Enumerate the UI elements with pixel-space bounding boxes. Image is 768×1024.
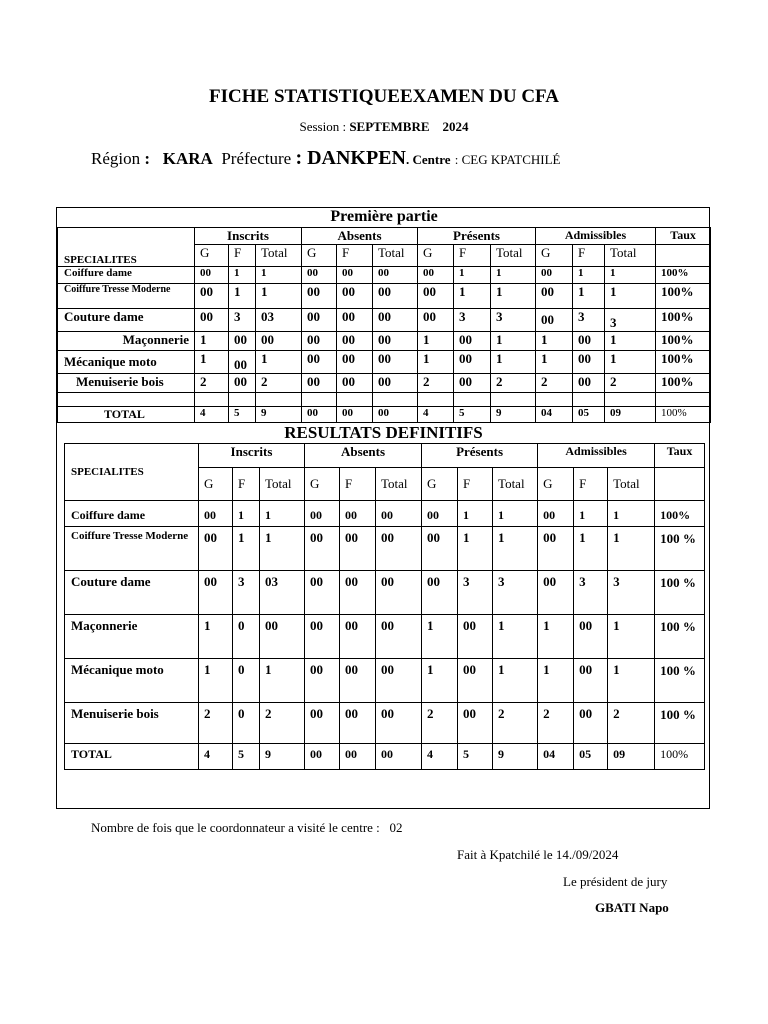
cell: 00: [305, 527, 340, 571]
session-label: Session :: [299, 119, 347, 134]
total-label-2: TOTAL: [65, 744, 199, 770]
cell: 00: [340, 703, 376, 744]
presents-g-header-2: G: [422, 468, 458, 501]
cell: 00: [195, 308, 229, 331]
cell: 0: [233, 659, 260, 703]
presents-f-header: F: [454, 244, 491, 266]
cell: 00: [340, 659, 376, 703]
cell: 2: [608, 703, 655, 744]
cell: 00: [305, 501, 340, 527]
table-row: [65, 571, 705, 615]
cell: 5: [233, 744, 260, 770]
admissibles-header-2: Admissibles: [538, 444, 655, 468]
cell: 00: [337, 373, 373, 392]
absents-header: Absents: [302, 227, 418, 244]
cell: 00: [302, 331, 337, 350]
cell: 1: [491, 266, 536, 283]
specialite-name: Mécanique moto: [58, 350, 195, 373]
specialite-name: Couture dame: [58, 308, 195, 331]
cell: 00: [305, 659, 340, 703]
cell: 1: [605, 331, 656, 350]
cell: 00: [574, 659, 608, 703]
cell: 00: [260, 615, 305, 659]
cell: 3: [574, 571, 608, 615]
cell: 00: [305, 571, 340, 615]
total-row: [65, 744, 705, 770]
cell: 00: [305, 744, 340, 770]
cell: 00: [195, 283, 229, 308]
prefecture-value: : DANKPEN: [295, 147, 406, 169]
cell: 00: [256, 331, 302, 350]
cell: 00: [573, 331, 605, 350]
cell: 1: [536, 331, 573, 350]
cell: 00: [536, 308, 573, 331]
cell: 00: [373, 266, 418, 283]
cell: 00: [305, 703, 340, 744]
cell: 2: [199, 703, 233, 744]
cell: 00: [574, 615, 608, 659]
cell: 03: [256, 308, 302, 331]
cell: 2: [605, 373, 656, 392]
cell: 1: [454, 266, 491, 283]
presents-f-header-2: F: [458, 468, 493, 501]
cell: 00: [302, 373, 337, 392]
cell: 00: [337, 266, 373, 283]
cell: 00: [573, 373, 605, 392]
cell: 2: [418, 373, 454, 392]
cell: 00: [536, 266, 573, 283]
centre-label: . Centre: [405, 152, 451, 167]
resultats-definitifs-title: RESULTATS DEFINITIFS: [284, 423, 483, 442]
cell: 1: [608, 615, 655, 659]
table-row: [58, 283, 711, 308]
admissibles-g-header: G: [536, 244, 573, 266]
absents-f-header: F: [337, 244, 373, 266]
cell: 3: [233, 571, 260, 615]
admissibles-total-header: Total: [605, 244, 656, 266]
cell: 1: [199, 659, 233, 703]
cell: 1: [256, 283, 302, 308]
cell: 2: [491, 373, 536, 392]
cell: 04: [538, 744, 574, 770]
cell: 05: [574, 744, 608, 770]
table-row: [65, 615, 705, 659]
cell: 00: [302, 406, 337, 422]
cell: 100 %: [655, 659, 705, 703]
cell: 00: [305, 615, 340, 659]
cell: 9: [491, 406, 536, 422]
absents-g-header: G: [302, 244, 337, 266]
cell: 1: [199, 615, 233, 659]
cell: 1: [493, 615, 538, 659]
cell: 00: [337, 331, 373, 350]
cell: 1: [195, 350, 229, 373]
inscrits-g-header-2: G: [199, 468, 233, 501]
president-name: GBATI Napo: [595, 900, 669, 915]
cell: 00: [195, 266, 229, 283]
cell: 00: [422, 527, 458, 571]
cell: 00: [373, 406, 418, 422]
cell: 100%: [656, 350, 711, 373]
cell: 1: [260, 527, 305, 571]
cell: 00: [376, 527, 422, 571]
cell: 1: [574, 501, 608, 527]
inscrits-header-2: Inscrits: [199, 444, 305, 468]
cell: 4: [418, 406, 454, 422]
cell: 00: [538, 527, 574, 571]
cell: 00: [418, 308, 454, 331]
cell: 1: [233, 501, 260, 527]
premiere-partie-table: [57, 208, 711, 423]
cell: 00: [229, 373, 256, 392]
cell: 00: [376, 615, 422, 659]
cell: 00: [302, 308, 337, 331]
specialites-header: SPECIALITES: [58, 227, 195, 266]
taux-sub-header: [656, 244, 711, 266]
cell: 00: [302, 350, 337, 373]
cell: 1: [422, 615, 458, 659]
cell: 1: [608, 659, 655, 703]
cell: 3: [454, 308, 491, 331]
cell: 00: [229, 350, 256, 373]
cell: 1: [418, 331, 454, 350]
premiere-partie-title: Première partie: [58, 208, 711, 227]
cell: 1: [256, 266, 302, 283]
region-value: KARA: [162, 149, 213, 168]
cell: 04: [536, 406, 573, 422]
cell: 00: [376, 659, 422, 703]
cell: 1: [605, 350, 656, 373]
specialite-name: Mécanique moto: [65, 659, 199, 703]
cell: 00: [418, 266, 454, 283]
table-row: [65, 703, 705, 744]
cell: 00: [199, 571, 233, 615]
cell: 00: [337, 350, 373, 373]
cell: 9: [493, 744, 538, 770]
taux-sub-header-2: [655, 468, 705, 501]
visits-value: 02: [389, 820, 403, 835]
cell: 1: [574, 527, 608, 571]
cell: 00: [373, 373, 418, 392]
cell: 03: [260, 571, 305, 615]
cell: 100%: [656, 406, 711, 422]
cell: 100%: [656, 266, 711, 283]
cell: 100 %: [655, 615, 705, 659]
specialite-name: Maçonnerie: [58, 331, 195, 350]
inscrits-total-header: Total: [256, 244, 302, 266]
cell: 5: [454, 406, 491, 422]
cell: 1: [418, 350, 454, 373]
cell: 05: [573, 406, 605, 422]
cell: 00: [373, 331, 418, 350]
document-title: FICHE STATISTIQUEEXAMEN DU CFA: [209, 86, 559, 107]
cell: 00: [340, 527, 376, 571]
specialite-name: Maçonnerie: [65, 615, 199, 659]
absents-total-header: Total: [373, 244, 418, 266]
cell: 1: [260, 659, 305, 703]
table-row: [65, 659, 705, 703]
empty-row: [58, 392, 711, 406]
admissibles-f-header-2: F: [574, 468, 608, 501]
cell: 3: [493, 571, 538, 615]
cell: 00: [422, 571, 458, 615]
specialite-name: Coiffure dame: [65, 501, 199, 527]
cell: 0: [233, 703, 260, 744]
cell: 1: [256, 350, 302, 373]
presents-total-header: Total: [491, 244, 536, 266]
cell: 1: [454, 283, 491, 308]
admissibles-f-header: F: [573, 244, 605, 266]
cell: 00: [376, 501, 422, 527]
session-value: SEPTEMBRE 2024: [349, 119, 469, 134]
cell: 1: [538, 615, 574, 659]
cell: 1: [493, 527, 538, 571]
cell: 00: [574, 703, 608, 744]
cell: 00: [536, 283, 573, 308]
cell: 00: [337, 406, 373, 422]
presents-header-2: Présents: [422, 444, 538, 468]
cell: 00: [302, 266, 337, 283]
admissibles-total-header-2: Total: [608, 468, 655, 501]
cell: 3: [608, 571, 655, 615]
cell: 100%: [656, 283, 711, 308]
cell: 1: [233, 527, 260, 571]
cell: 00: [454, 331, 491, 350]
cell: 1: [536, 350, 573, 373]
table-row: [58, 308, 711, 331]
cell: 100%: [655, 501, 705, 527]
presents-g-header: G: [418, 244, 454, 266]
specialite-name: Menuiserie bois: [58, 373, 195, 392]
cell: 00: [538, 571, 574, 615]
cell: 1: [229, 283, 256, 308]
cell: 100%: [656, 308, 711, 331]
specialite-name: Coiffure Tresse Moderne: [65, 527, 199, 571]
cell: 1: [491, 283, 536, 308]
taux-header-2: Taux: [655, 444, 705, 468]
inscrits-g-header: G: [195, 244, 229, 266]
cell: 1: [605, 283, 656, 308]
cell: 100 %: [655, 703, 705, 744]
specialites-header-2: SPECIALITES: [65, 444, 199, 501]
cell: 09: [608, 744, 655, 770]
cell: 00: [199, 501, 233, 527]
table-row: [58, 350, 711, 373]
specialite-name: Menuiserie bois: [65, 703, 199, 744]
region-label: Région: [91, 149, 141, 168]
resultats-definitifs-table: [64, 443, 705, 770]
cell: 1: [608, 501, 655, 527]
cell: 1: [605, 266, 656, 283]
session-line: [0, 119, 768, 135]
cell: 1: [491, 331, 536, 350]
cell: 00: [373, 283, 418, 308]
cell: 00: [340, 615, 376, 659]
prefecture-label: Préfecture: [221, 149, 292, 168]
cell: 00: [373, 350, 418, 373]
cell: 00: [229, 331, 256, 350]
cell: 3: [229, 308, 256, 331]
inscrits-header: Inscrits: [195, 227, 302, 244]
inscrits-total-header-2: Total: [260, 468, 305, 501]
centre-value: : CEG KPATCHILÉ: [454, 152, 561, 167]
cell: 00: [337, 283, 373, 308]
cell: 00: [538, 501, 574, 527]
cell: 00: [376, 744, 422, 770]
cell: 00: [376, 703, 422, 744]
cell: 4: [195, 406, 229, 422]
cell: 5: [458, 744, 493, 770]
cell: 1: [538, 659, 574, 703]
cell: 00: [418, 283, 454, 308]
cell: 1: [493, 659, 538, 703]
cell: 2: [493, 703, 538, 744]
admissibles-header: Admissibles: [536, 227, 656, 244]
cell: 00: [340, 571, 376, 615]
cell: 00: [302, 283, 337, 308]
absents-total-header-2: Total: [376, 468, 422, 501]
specialite-name: Coiffure dame: [58, 266, 195, 283]
cell: 100 %: [655, 527, 705, 571]
cell: 3: [458, 571, 493, 615]
cell: 1: [458, 527, 493, 571]
absents-g-header-2: G: [305, 468, 340, 501]
inscrits-f-header-2: F: [233, 468, 260, 501]
cell: 00: [373, 308, 418, 331]
cell: 1: [458, 501, 493, 527]
cell: 100%: [656, 331, 711, 350]
cell: 2: [422, 703, 458, 744]
cell: 09: [605, 406, 656, 422]
cell: 00: [454, 373, 491, 392]
total-label: TOTAL: [58, 406, 195, 422]
cell: 00: [573, 350, 605, 373]
place-date: Fait à Kpatchilé le 14./09/2024: [457, 847, 619, 862]
cell: 1: [422, 659, 458, 703]
specialite-name: Couture dame: [65, 571, 199, 615]
cell: 1: [608, 527, 655, 571]
cell: 2: [195, 373, 229, 392]
presents-header: Présents: [418, 227, 536, 244]
cell: 1: [195, 331, 229, 350]
cell: 4: [199, 744, 233, 770]
cell: 3: [605, 308, 656, 331]
cell: 9: [260, 744, 305, 770]
table-row: [58, 331, 711, 350]
cell: 00: [454, 350, 491, 373]
cell: 2: [256, 373, 302, 392]
cell: 2: [536, 373, 573, 392]
location-line: [91, 147, 560, 170]
cell: 0: [233, 615, 260, 659]
inscrits-f-header: F: [229, 244, 256, 266]
cell: 1: [491, 350, 536, 373]
table-row: [58, 266, 711, 283]
total-row: [58, 406, 711, 422]
president-label: Le président de jury: [563, 874, 668, 889]
cell: 00: [376, 571, 422, 615]
cell: 100 %: [655, 571, 705, 615]
cell: 00: [458, 659, 493, 703]
cell: 00: [340, 744, 376, 770]
cell: 100%: [656, 373, 711, 392]
cell: 5: [229, 406, 256, 422]
cell: 1: [229, 266, 256, 283]
cell: 00: [422, 501, 458, 527]
region-colon: :: [144, 149, 151, 168]
cell: 00: [458, 615, 493, 659]
cell: 3: [573, 308, 605, 331]
cell: 2: [260, 703, 305, 744]
cell: 00: [199, 527, 233, 571]
cell: 00: [337, 308, 373, 331]
visits-label: Nombre de fois que le coordonnateur a visité le centre :: [91, 820, 380, 835]
table-row: [65, 527, 705, 571]
visits-line: [91, 820, 403, 836]
absents-f-header-2: F: [340, 468, 376, 501]
absents-header-2: Absents: [305, 444, 422, 468]
table-row: [65, 501, 705, 527]
taux-header: Taux: [656, 227, 711, 244]
cell: 00: [340, 501, 376, 527]
admissibles-g-header-2: G: [538, 468, 574, 501]
cell: 3: [491, 308, 536, 331]
cell: 4: [422, 744, 458, 770]
cell: 100%: [655, 744, 705, 770]
specialite-name: Coiffure Tresse Moderne: [58, 283, 195, 308]
cell: 1: [493, 501, 538, 527]
cell: 9: [256, 406, 302, 422]
cell: 1: [573, 266, 605, 283]
cell: 1: [260, 501, 305, 527]
cell: 00: [458, 703, 493, 744]
table-row: [58, 373, 711, 392]
cell: 2: [538, 703, 574, 744]
cell: 1: [573, 283, 605, 308]
presents-total-header-2: Total: [493, 468, 538, 501]
